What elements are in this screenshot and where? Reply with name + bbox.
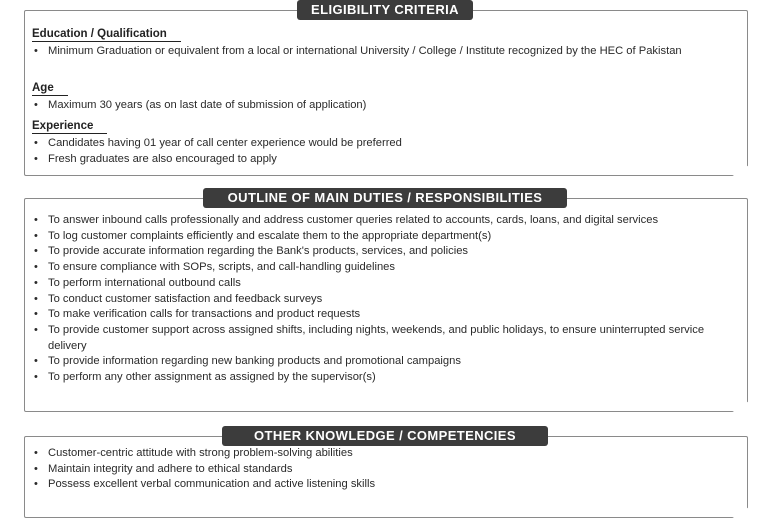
eligibility-title: ELIGIBILITY CRITERIA <box>297 0 473 20</box>
education-list <box>32 44 742 60</box>
competencies-list <box>32 446 742 493</box>
list-item: • To perform any other assignment as assigned by the supervisor(s) <box>32 370 742 386</box>
list-item: • To provide accurate information regarding the Bank's products, services, and policies <box>32 244 742 260</box>
competencies-section <box>32 446 742 493</box>
list-item: • Fresh graduates are also encouraged to apply <box>32 152 742 168</box>
list-item: • Minimum Graduation or equivalent from a local or international University / College / Institute recognized by the HEC of Pakistan <box>32 44 742 60</box>
list-item: • To make verification calls for transactions and product requests <box>32 307 742 323</box>
list-item: • To answer inbound calls professionally and address customer queries related to accounts, cards, loans, and digital services <box>32 213 742 229</box>
competencies-title: OTHER KNOWLEDGE / COMPETENCIES <box>222 426 548 446</box>
education-heading: Education / Qualification <box>32 27 181 42</box>
list-item: • To provide information regarding new banking products and promotional campaigns <box>32 354 742 370</box>
list-item: • To perform international outbound calls <box>32 276 742 292</box>
age-section <box>32 78 742 114</box>
age-heading: Age <box>32 81 68 96</box>
list-item: • Candidates having 01 year of call center experience would be preferred <box>32 136 742 152</box>
duties-section <box>32 213 742 386</box>
age-list <box>32 98 742 114</box>
list-item: • Customer-centric attitude with strong problem-solving abilities <box>32 446 742 462</box>
list-item: • Maintain integrity and adhere to ethical standards <box>32 462 742 478</box>
experience-heading: Experience <box>32 119 107 134</box>
list-item: • To log customer complaints efficiently and escalate them to the appropriate department(s) <box>32 229 742 245</box>
education-section <box>32 24 742 60</box>
list-item: • To ensure compliance with SOPs, scripts, and call-handling guidelines <box>32 260 742 276</box>
experience-list <box>32 136 742 167</box>
list-item: • To conduct customer satisfaction and feedback surveys <box>32 292 742 308</box>
list-item: • To provide customer support across assigned shifts, including nights, weekends, and public holidays, to ensure uninterrupted service delivery <box>32 323 742 354</box>
duties-list <box>32 213 742 386</box>
list-item: • Maximum 30 years (as on last date of submission of application) <box>32 98 742 114</box>
experience-section <box>32 116 742 167</box>
list-item: • Possess excellent verbal communication and active listening skills <box>32 477 742 493</box>
duties-title: OUTLINE OF MAIN DUTIES / RESPONSIBILITIES <box>203 188 567 208</box>
